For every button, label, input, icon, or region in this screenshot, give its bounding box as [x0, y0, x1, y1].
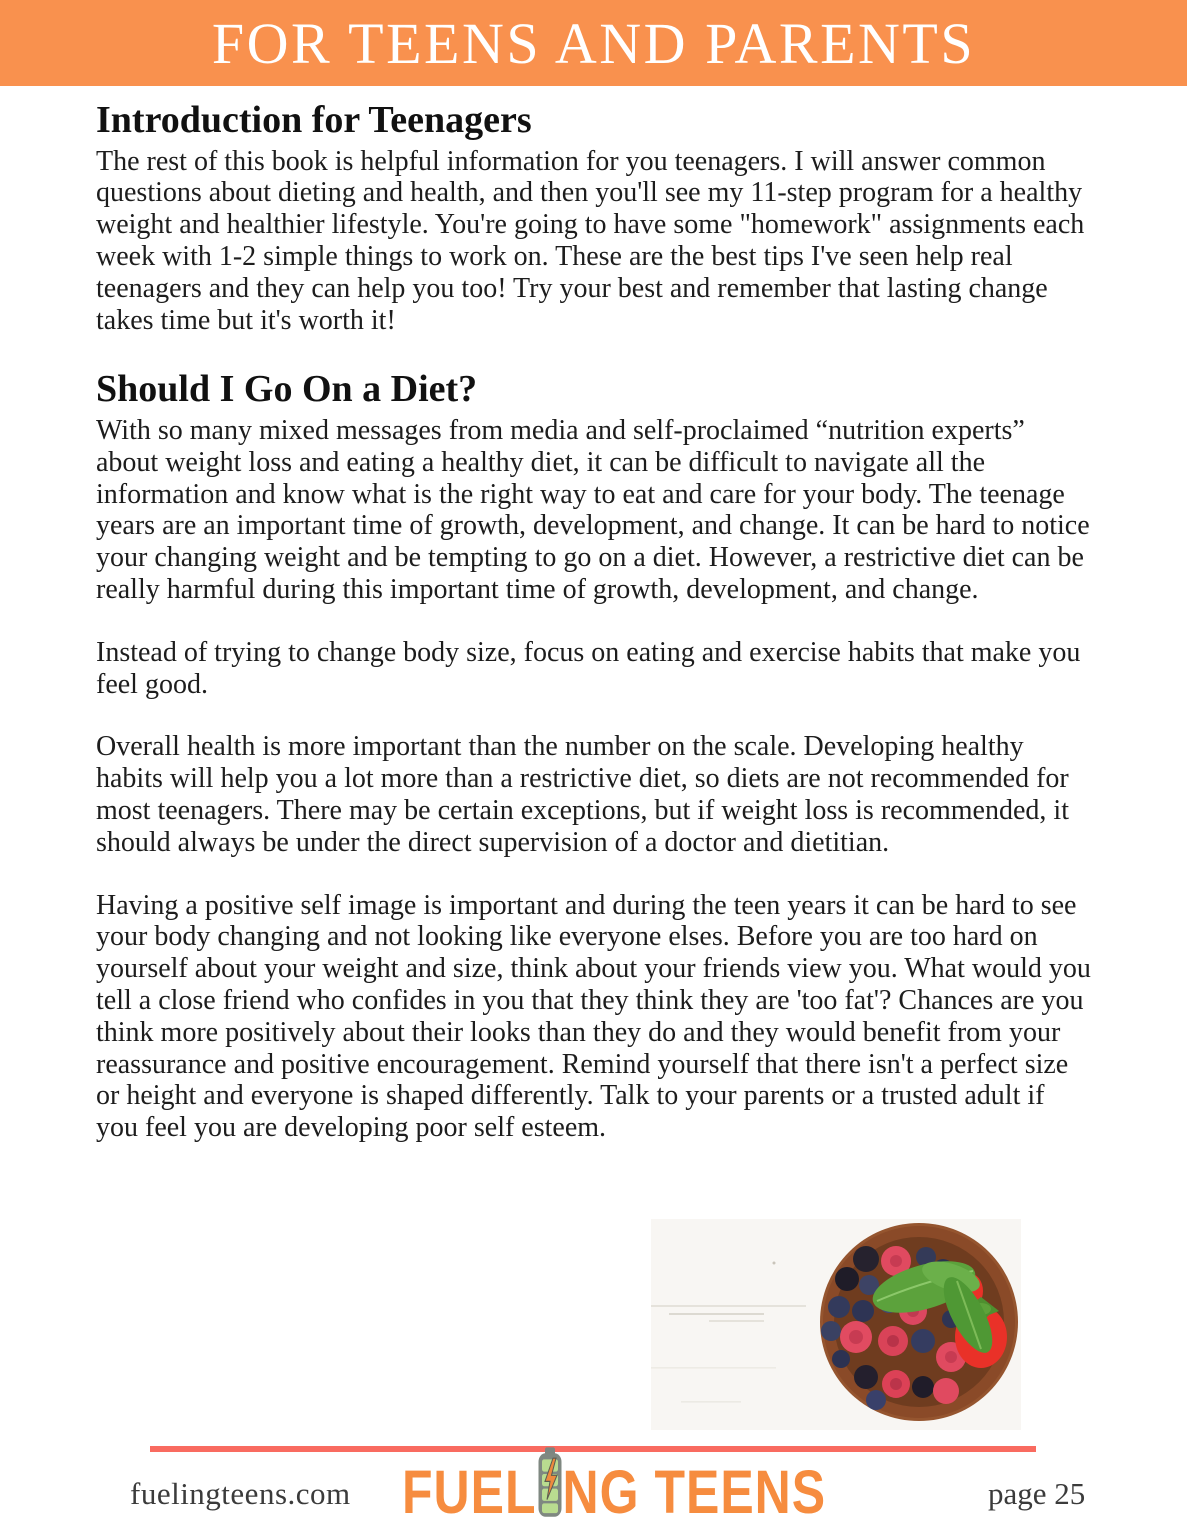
logo-text-suffix: NG TEENS: [562, 1458, 827, 1527]
logo-text-prefix: FUEL: [402, 1458, 537, 1527]
paragraph: With so many mixed messages from media and self-proclaimed “nutrition experts” about weight loss and eating a healthy diet, it can be difficult to navigate all the information and know what is the right way to eat and care for your body. The teenage years are an important time of growth, development, and change. It can be hard to notice your changing weight and be tempting to go on a diet. However, a restrictive diet can be really harmful during this important time of growth, development, and change.: [96, 414, 1090, 605]
website-url: fuelingteens.com: [130, 1476, 351, 1511]
section-heading-diet: Should I Go On a Diet?: [96, 368, 478, 411]
fueling-teens-logo: [402, 1450, 826, 1535]
paragraph: Overall health is more important than the number on the scale. Developing healthy habits will help you a lot more than a restrictive diet, so diets are not recommended for most teenagers. There may be certain exceptions, but if weight loss is recommended, it should always be under the direct supervision of a doctor and dietitian.: [96, 731, 1069, 858]
banner-title: FOR TEENS AND PARENTS: [211, 11, 976, 76]
paragraph: Having a positive self image is important and during the teen years it can be hard to see your body changing and not looking like everyone elses. Before you are too hard on yourself about your weight and size, think about your friends view you. What would you tell a close friend who confides in you that they think they are 'too fat'? Chances are you think more positively about their looks than they do and they would benefit from your reassurance and positive encouragement. Remind yourself that there isn't a perfect size or height and everyone is shaped differently. Talk to your parents or a trusted adult if you feel you are developing poor self esteem.: [96, 889, 1091, 1144]
page-number: page 25: [988, 1476, 1086, 1511]
footer: [0, 1458, 1187, 1528]
battery-lightning-icon: [538, 1447, 562, 1532]
berry-bowl-illustration: [651, 1219, 1021, 1430]
page-content: [96, 92, 1091, 1144]
header-banner: [0, 0, 1187, 86]
paragraph: The rest of this book is helpful information for you teenagers. I will answer common questions about dieting and health, and then you'll see my 11-step program for a healthy weight and healthier lifestyle. You're going to have some "homework" assignments each week with 1-2 simple things to work on. These are the best tips I've seen help real teenagers and they can help you too! Try your best and remember that lasting change takes time but it's worth it!: [96, 145, 1085, 336]
section-heading-introduction: Introduction for Teenagers: [96, 99, 532, 141]
paragraph: Instead of trying to change body size, focus on eating and exercise habits that make you feel good.: [96, 636, 1081, 700]
berry-bowl-photo: [651, 1219, 1021, 1430]
